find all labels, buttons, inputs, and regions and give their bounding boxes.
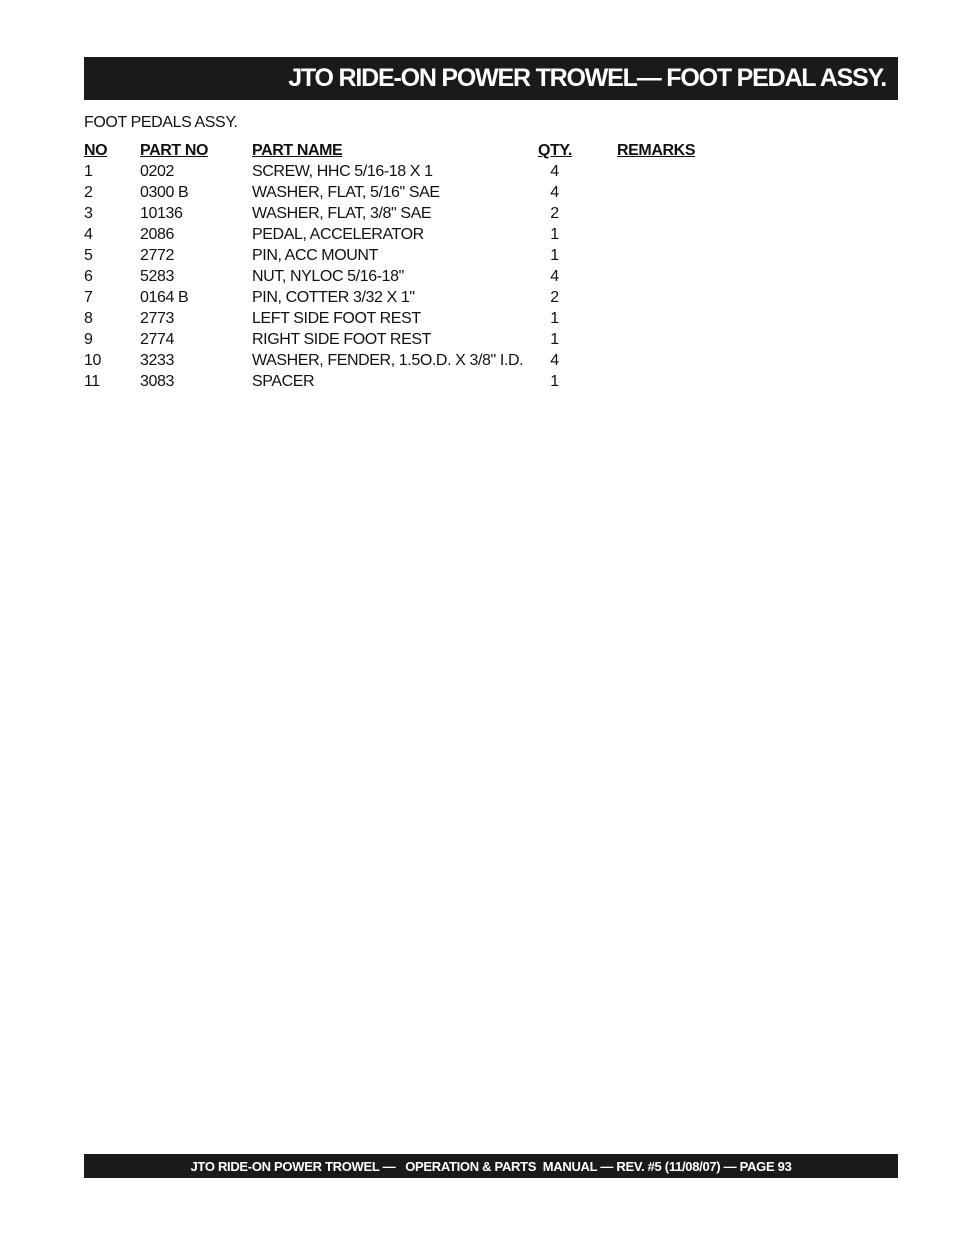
row-part-no: 5283 (140, 268, 174, 285)
row-qty: 2 (550, 289, 559, 306)
row-no: 7 (84, 289, 93, 306)
row-qty: 1 (550, 310, 559, 327)
table-row (84, 266, 724, 287)
row-qty: 1 (550, 226, 559, 243)
parts-table (84, 140, 724, 392)
row-no: 11 (84, 373, 100, 390)
row-no: 3 (84, 205, 93, 222)
table-row (84, 203, 724, 224)
row-qty: 2 (550, 205, 559, 222)
row-part-no: 3233 (140, 352, 174, 369)
row-no: 8 (84, 310, 93, 327)
row-part-no: 0202 (140, 163, 174, 180)
row-no: 2 (84, 184, 93, 201)
row-part-name: WASHER, FENDER, 1.5O.D. X 3/8" I.D. (252, 352, 524, 369)
row-qty: 1 (550, 331, 559, 348)
footer-text: JTO RIDE-ON POWER TROWEL — OPERATION & PARTS MANUAL — REV. #5 (11/08/07) — PAGE 93 (190, 1158, 792, 1174)
table-row (84, 224, 724, 245)
table-row (84, 329, 724, 350)
row-qty: 4 (550, 352, 559, 369)
row-qty: 4 (550, 268, 559, 285)
row-part-no: 2774 (140, 331, 174, 348)
row-part-no: 2086 (140, 226, 174, 243)
table-row (84, 182, 724, 203)
row-part-name: WASHER, FLAT, 5/16" SAE (252, 184, 440, 201)
table-row (84, 245, 724, 266)
row-no: 5 (84, 247, 93, 264)
column-header-part-no: PART NO (140, 142, 209, 159)
page-header-bar (84, 57, 898, 100)
row-qty: 1 (550, 247, 559, 264)
table-row (84, 308, 724, 329)
section-title: FOOT PEDALS ASSY. (84, 114, 238, 131)
row-qty: 4 (550, 163, 559, 180)
row-part-no: 10136 (140, 205, 183, 222)
row-no: 9 (84, 331, 93, 348)
row-part-name: NUT, NYLOC 5/16-18" (252, 268, 404, 285)
row-no: 1 (84, 163, 93, 180)
row-no: 6 (84, 268, 93, 285)
row-part-no: 2773 (140, 310, 174, 327)
row-part-name: SPACER (252, 373, 315, 390)
column-header-no: NO (84, 142, 108, 159)
row-no: 10 (84, 352, 101, 369)
table-row (84, 287, 724, 308)
column-header-remarks: REMARKS (617, 142, 696, 159)
row-part-name: WASHER, FLAT, 3/8" SAE (252, 205, 432, 222)
table-header-row (84, 140, 724, 161)
row-no: 4 (84, 226, 93, 243)
table-row (84, 350, 724, 371)
row-qty: 1 (550, 373, 559, 390)
row-part-name: SCREW, HHC 5/16-18 X 1 (252, 163, 433, 180)
column-header-qty: QTY. (538, 142, 572, 159)
table-row (84, 161, 724, 182)
row-part-name: LEFT SIDE FOOT REST (252, 310, 421, 327)
row-part-name: PIN, COTTER 3/32 X 1" (252, 289, 415, 306)
row-part-no: 0164 B (140, 289, 189, 306)
table-row (84, 371, 724, 392)
row-part-no: 0300 B (140, 184, 189, 201)
page-footer-bar (84, 1154, 898, 1178)
row-part-no: 3083 (140, 373, 174, 390)
row-part-name: PEDAL, ACCELERATOR (252, 226, 424, 243)
column-header-part-name: PART NAME (252, 142, 343, 159)
row-qty: 4 (550, 184, 559, 201)
page-title: JTO RIDE-ON POWER TROWEL— FOOT PEDAL ASSY. (288, 64, 886, 92)
row-part-no: 2772 (140, 247, 174, 264)
row-part-name: PIN, ACC MOUNT (252, 247, 378, 264)
row-part-name: RIGHT SIDE FOOT REST (252, 331, 431, 348)
